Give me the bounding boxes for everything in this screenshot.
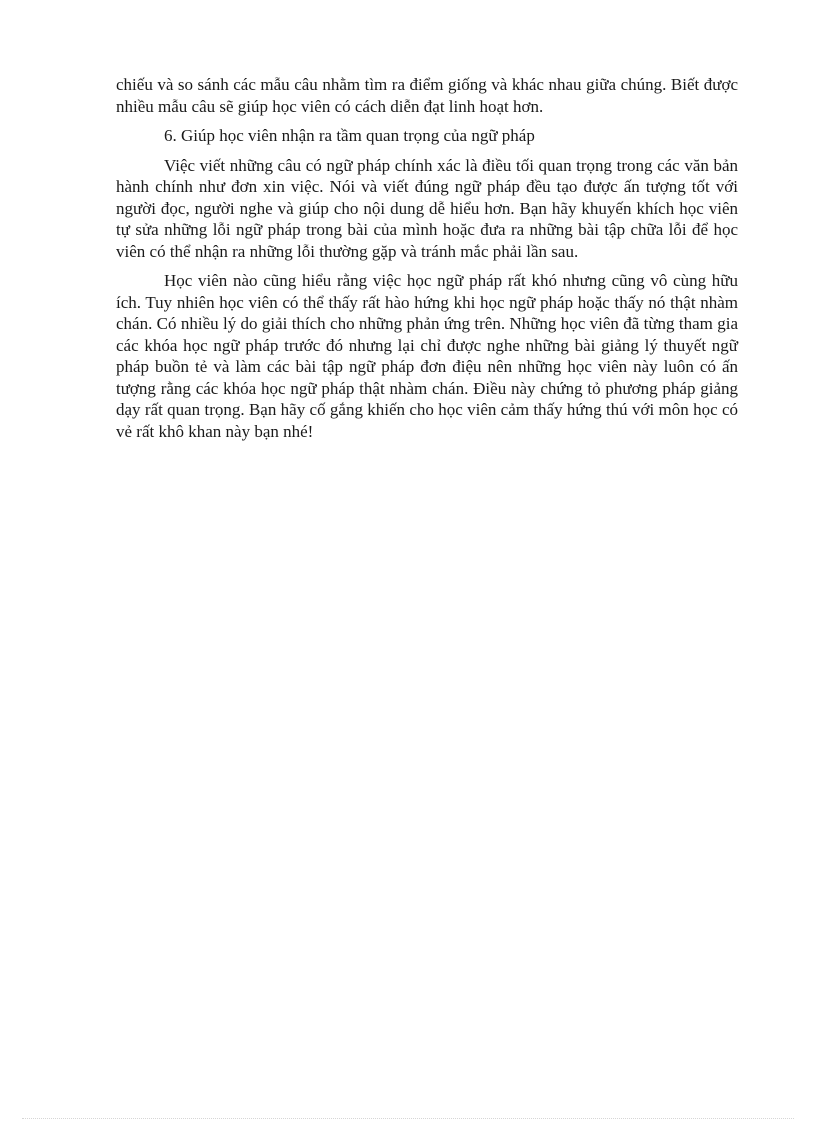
paragraph-continuation: chiếu và so sánh các mẫu câu nhằm tìm ra điểm giống và khác nhau giữa chúng. Biết được nhiều mẫu câu sẽ giúp học viên có cách diễn đạt linh hoạt hơn. bbox=[116, 75, 738, 116]
paragraph-grammar-importance: Việc viết những câu có ngữ pháp chính xác là điều tối quan trọng trong các văn bản hành chính như đơn xin việc. Nói và viết đúng ngữ pháp đều tạo được ấn tượng tốt với người đọc, người nghe và giúp cho nội dung dễ hiểu hơn. Bạn hãy khuyến khích học viên tự sửa những lỗi ngữ pháp trong bài của mình hoặc đưa ra những bài tập chữa lỗi để học viên có thể nhận ra những lỗi thường gặp và tránh mắc phải lần sau. bbox=[116, 155, 738, 261]
paragraph-conclusion: Học viên nào cũng hiểu rằng việc học ngữ pháp rất khó nhưng cũng vô cùng hữu ích. Tuy nhiên học viên có thể thấy rất hào hứng khi học ngữ pháp hoặc thấy nó thật nhàm chán. Có nhiều lý do giải thích cho những phản ứng trên. Những học viên đã từng tham gia các khóa học ngữ pháp trước đó nhưng lại chỉ được nghe những bài giảng lý thuyết ngữ pháp buồn tẻ và làm các bài tập ngữ pháp đơn điệu nên những học viên này luôn có ấn tượng rằng các khóa học ngữ pháp thật nhàm chán. Điều này chứng tỏ phương pháp giảng dạy rất quan trọng. Bạn hãy cố gắng khiến cho học viên cảm thấy hứng thú với môn học có vẻ rất khô khan này bạn nhé! bbox=[116, 271, 738, 441]
document-page bbox=[116, 74, 738, 450]
page-bottom-border bbox=[22, 1118, 794, 1119]
section-heading: 6. Giúp học viên nhận ra tầm quan trọng của ngữ pháp bbox=[164, 126, 535, 145]
